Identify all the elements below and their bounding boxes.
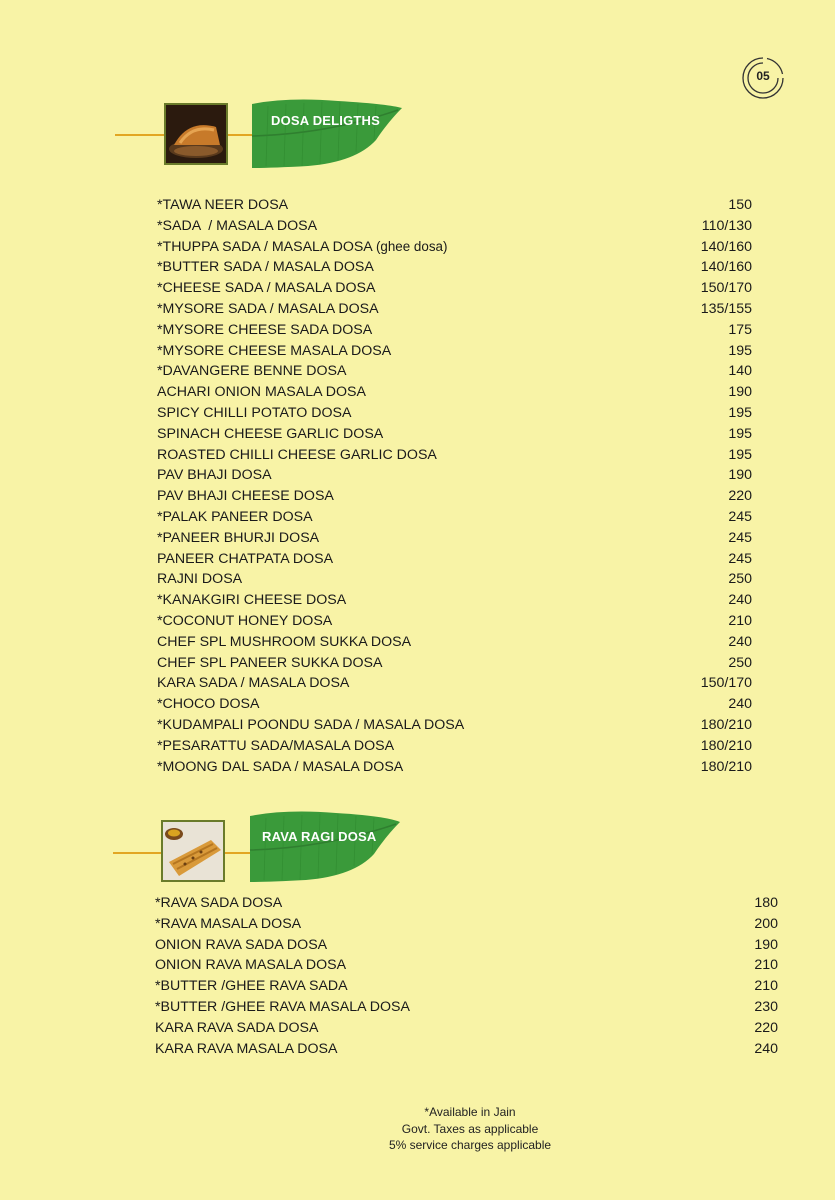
- menu-item: [155, 1039, 778, 1060]
- menu-item: [157, 486, 752, 507]
- item-price: 180/210: [700, 716, 752, 733]
- item-name: *KANAKGIRI CHEESE DOSA: [157, 592, 347, 609]
- menu-item: [157, 257, 752, 278]
- menu-item: [157, 507, 752, 528]
- item-name: SPINACH CHEESE GARLIC DOSA: [157, 425, 384, 442]
- menu-item: [157, 341, 752, 362]
- menu-list-rava-ragi-dosa: [155, 893, 778, 1059]
- item-name: *COCONUT HONEY DOSA: [157, 612, 333, 629]
- item-price: 240: [728, 592, 752, 609]
- menu-item: [157, 320, 752, 341]
- item-price: 195: [728, 342, 752, 359]
- menu-item: [157, 632, 752, 653]
- item-price: 250: [728, 571, 752, 588]
- item-name: *PALAK PANEER DOSA: [157, 508, 313, 525]
- item-name: *SADA / MASALA DOSA: [157, 217, 318, 234]
- menu-item: [155, 935, 778, 956]
- item-price: 195: [728, 425, 752, 442]
- page-number: 05: [756, 69, 770, 83]
- section-title: DOSA DELIGTHS: [271, 113, 381, 128]
- item-price: 195: [728, 404, 752, 421]
- item-price: 150/170: [700, 675, 752, 692]
- menu-item: [157, 611, 752, 632]
- item-price: 210: [728, 612, 752, 629]
- menu-item: [157, 299, 752, 320]
- item-name: SPICY CHILLI POTATO DOSA: [157, 404, 352, 421]
- item-price: 240: [754, 1040, 778, 1057]
- menu-item: [157, 465, 752, 486]
- menu-item: [157, 278, 752, 299]
- menu-item: [155, 893, 778, 914]
- item-name: PAV BHAJI DOSA: [157, 467, 272, 484]
- section-title: RAVA RAGI DOSA: [262, 829, 377, 844]
- item-price: 190: [728, 467, 752, 484]
- menu-item: [157, 694, 752, 715]
- item-name: *MYSORE CHEESE SADA DOSA: [157, 321, 373, 338]
- item-price: 190: [754, 936, 778, 953]
- menu-item: [157, 673, 752, 694]
- item-price: 140/160: [700, 238, 752, 255]
- item-name: *KUDAMPALI POONDU SADA / MASALA DOSA: [157, 716, 465, 733]
- item-name: *MYSORE SADA / MASALA DOSA: [157, 300, 379, 317]
- menu-item: [157, 361, 752, 382]
- page-number-badge: [740, 55, 786, 101]
- item-name: RAJNI DOSA: [157, 571, 243, 588]
- item-price: 110/130: [701, 217, 752, 234]
- menu-item: [157, 528, 752, 549]
- item-price: 245: [728, 508, 752, 525]
- menu-item: [155, 1018, 778, 1039]
- item-name: ONION RAVA SADA DOSA: [155, 936, 328, 953]
- item-price: 175: [728, 321, 752, 338]
- item-name: *BUTTER /GHEE RAVA MASALA DOSA: [155, 998, 410, 1015]
- item-price: 180/210: [700, 737, 752, 754]
- item-price: 135/155: [700, 300, 752, 317]
- item-name: CHEF SPL MUSHROOM SUKKA DOSA: [157, 633, 412, 650]
- menu-item: [157, 403, 752, 424]
- item-note: (ghee dosa): [375, 238, 448, 254]
- item-name: *RAVA SADA DOSA: [155, 895, 283, 911]
- dosa-photo-icon: [164, 103, 228, 165]
- item-price: 190: [728, 384, 752, 401]
- menu-item: [157, 757, 752, 778]
- menu-item: [157, 590, 752, 611]
- item-price: 240: [728, 633, 752, 650]
- item-price: 150/170: [700, 280, 752, 297]
- service-charge-note: 5% service charges applicable: [388, 1138, 552, 1152]
- menu-item: [157, 424, 752, 445]
- item-name: KARA RAVA MASALA DOSA: [155, 1040, 338, 1057]
- item-price: 180/210: [700, 758, 752, 775]
- item-name: *MOONG DAL SADA / MASALA DOSA: [157, 758, 404, 775]
- item-price: 245: [728, 550, 752, 567]
- item-name: KARA SADA / MASALA DOSA: [157, 675, 350, 692]
- menu-item: [157, 715, 752, 736]
- item-price: 240: [728, 696, 752, 713]
- item-name: *RAVA MASALA DOSA: [155, 915, 302, 932]
- menu-item: [155, 914, 778, 935]
- item-name: PANEER CHATPATA DOSA: [157, 550, 334, 567]
- item-price: 150: [728, 197, 752, 213]
- item-name: *DAVANGERE BENNE DOSA: [157, 363, 347, 380]
- item-name: *THUPPA SADA / MASALA DOSA: [157, 238, 372, 255]
- item-name: *PANEER BHURJI DOSA: [157, 529, 320, 546]
- item-price: 230: [754, 998, 778, 1015]
- item-price: 250: [728, 654, 752, 671]
- menu-item: [157, 653, 752, 674]
- menu-item: [157, 216, 752, 237]
- item-price: 140: [728, 363, 752, 380]
- menu-item: [157, 445, 752, 466]
- menu-item: [155, 997, 778, 1018]
- menu-item: [157, 237, 752, 258]
- item-name: *CHOCO DOSA: [157, 696, 260, 713]
- item-name: KARA RAVA SADA DOSA: [155, 1019, 319, 1036]
- item-name: *BUTTER SADA / MASALA DOSA: [157, 259, 374, 276]
- menu-item: [157, 736, 752, 757]
- item-name: *MYSORE CHEESE MASALA DOSA: [157, 342, 392, 359]
- item-name: ONION RAVA MASALA DOSA: [155, 957, 347, 974]
- menu-item: [157, 382, 752, 403]
- item-price: 200: [754, 915, 778, 932]
- banana-leaf-icon: [246, 808, 402, 884]
- menu-item: [155, 955, 778, 976]
- menu-list-dosa-delights: [157, 195, 752, 777]
- item-price: 210: [754, 957, 778, 974]
- banana-leaf-icon: [248, 96, 404, 170]
- item-name: ACHARI ONION MASALA DOSA: [157, 384, 366, 401]
- item-name: *CHEESE SADA / MASALA DOSA: [157, 280, 376, 297]
- tax-note: Govt. Taxes as applicable: [401, 1121, 539, 1136]
- item-name: *BUTTER /GHEE RAVA SADA: [155, 978, 348, 995]
- item-price: 245: [728, 529, 752, 546]
- menu-item: [157, 195, 752, 216]
- footer-notes: [300, 1104, 640, 1154]
- item-price: 220: [754, 1019, 778, 1036]
- rava-dosa-photo-icon: [161, 820, 225, 882]
- item-name: ROASTED CHILLI CHEESE GARLIC DOSA: [157, 446, 437, 463]
- item-name: *TAWA NEER DOSA: [157, 197, 289, 213]
- item-price: 220: [728, 488, 752, 505]
- menu-item: [157, 569, 752, 590]
- item-price: 210: [754, 978, 778, 995]
- item-name: PAV BHAJI CHEESE DOSA: [157, 488, 334, 505]
- item-name: CHEF SPL PANEER SUKKA DOSA: [157, 654, 383, 671]
- item-price: 140/160: [700, 259, 752, 276]
- menu-item: [155, 976, 778, 997]
- item-name: *PESARATTU SADA/MASALA DOSA: [157, 737, 395, 754]
- jain-availability-note: *Available in Jain: [424, 1105, 516, 1119]
- item-price: 195: [728, 446, 752, 463]
- menu-item: [157, 549, 752, 570]
- item-price: 180: [754, 895, 778, 911]
